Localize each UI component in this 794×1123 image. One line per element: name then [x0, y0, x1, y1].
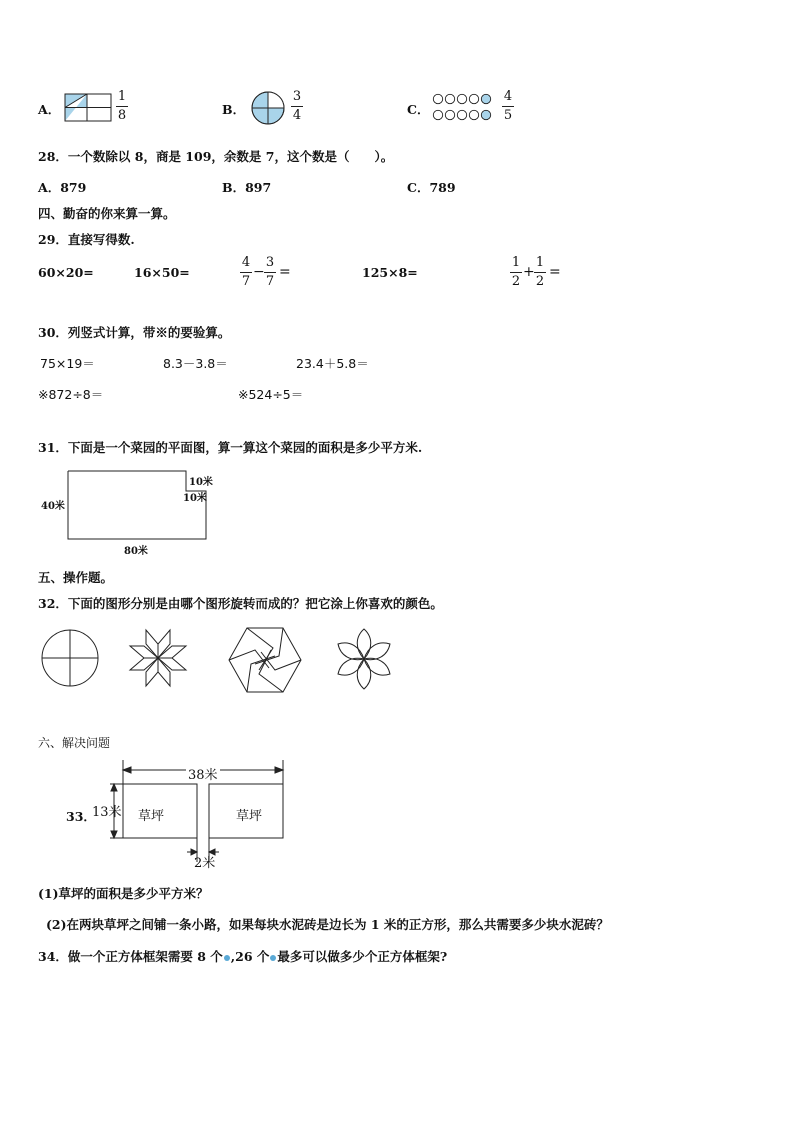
option-c-letter: C．: [407, 102, 430, 117]
q34-question: [38, 947, 447, 965]
ball-icon: [270, 955, 276, 961]
hexagon-spiral-figure: [225, 622, 305, 698]
lawn-height-label: 13米: [92, 805, 122, 820]
garden-bottom-label: 80米: [124, 546, 148, 557]
section-5-heading: 五、操作题。: [38, 570, 114, 585]
lawn-right-label: 草坪: [236, 809, 263, 824]
denominator: 8: [117, 108, 127, 123]
garden-left-label: 40米: [41, 501, 65, 512]
denominator: 5: [503, 108, 513, 123]
q34-text-part-3: 最多可以做多少个正方体框架?: [277, 949, 448, 964]
numerator: 1: [511, 255, 521, 270]
q31-title: 31．下面是一个菜园的平面图，算一算这个菜园的面积是多少平方米.: [38, 440, 423, 455]
numerator: 1: [117, 89, 127, 104]
option-a-letter: A．: [38, 102, 61, 117]
q29-fraction-3-7: [262, 255, 278, 290]
plus-sign: +: [523, 264, 535, 280]
denominator: 7: [265, 274, 275, 289]
option-b-letter: B．: [222, 102, 246, 117]
denominator: 2: [535, 274, 545, 289]
q29-fraction-1-2-a: [508, 255, 524, 290]
q28-option-a: A．879: [38, 180, 87, 195]
denominator: 7: [241, 274, 251, 289]
q29-item-1: 60×20=: [38, 265, 94, 280]
numerator: 4: [503, 89, 513, 104]
q33-sub-question-2: (2)在两块草坪之间铺一条小路，如果每块水泥砖是边长为 1 米的正方形，那么共需要多少块水泥砖？: [46, 917, 609, 932]
q28-option-c: C．789: [407, 180, 456, 195]
option-b-fraction: [289, 89, 305, 124]
numerator: 3: [292, 89, 302, 104]
section-6-heading: 六、解决问题: [38, 736, 111, 750]
minus-sign: −: [253, 264, 265, 280]
q30-item-3: 23.4＋5.8＝: [296, 356, 369, 371]
numerator: 3: [265, 255, 275, 270]
q30-item-4: ※872÷8＝: [38, 387, 104, 402]
option-c-fraction: [500, 89, 516, 124]
q33-sub-question-1: (1)草坪的面积是多少平方米？: [38, 886, 209, 901]
ball-icon: [224, 955, 230, 961]
denominator: 2: [511, 274, 521, 289]
section-4-heading: 四、勤奋的你来算一算。: [38, 206, 176, 221]
q29-fraction-4-7: [238, 255, 254, 290]
q28-question: 28．一个数除以 8，商是 109，余数是 7，这个数是（ ）。: [38, 149, 394, 164]
option-b-circle-figure: [250, 90, 286, 126]
q29-fraction-1-2-b: [532, 255, 548, 290]
lawn-width-label: 38米: [186, 764, 220, 783]
pinwheel-figure: [36, 626, 104, 692]
q30-item-1: 75×19＝: [40, 356, 95, 371]
q30-title: 30．列竖式计算，带※的要验算。: [38, 325, 231, 340]
garden-notch-side-label: 10米: [183, 493, 207, 504]
q30-item-2: 8.3－3.8＝: [163, 356, 228, 371]
q32-title: 32．下面的图形分别是由哪个图形旋转而成的？把它涂上你喜欢的颜色。: [38, 596, 443, 611]
numerator: 1: [535, 255, 545, 270]
q30-item-5: ※524÷5＝: [238, 387, 304, 402]
garden-notch-top-label: 10米: [189, 477, 213, 488]
option-a-fraction: [114, 89, 130, 124]
q34-text-part-2: ,26 个: [230, 949, 270, 964]
q33-number: 33．: [66, 809, 96, 824]
q34-text-part-1: 34．做一个正方体框架需要 8 个: [38, 949, 223, 964]
q29-item-3: 125×8=: [362, 265, 418, 280]
equals-sign: =: [549, 264, 561, 280]
q29-title: 29．直接写得数.: [38, 232, 135, 247]
q28-option-b: B．897: [222, 180, 272, 195]
denominator: 4: [292, 108, 302, 123]
option-a-rectangle-figure: [64, 93, 112, 123]
path-gap-label: 2米: [194, 856, 216, 871]
flower-figure: [330, 626, 398, 692]
lawn-left-label: 草坪: [138, 809, 165, 824]
q29-item-2: 16×50=: [134, 265, 190, 280]
cross-rhombus-figure: [128, 628, 188, 688]
equals-sign: =: [279, 264, 291, 280]
option-c-circles-figure: [430, 92, 500, 124]
numerator: 4: [241, 255, 251, 270]
